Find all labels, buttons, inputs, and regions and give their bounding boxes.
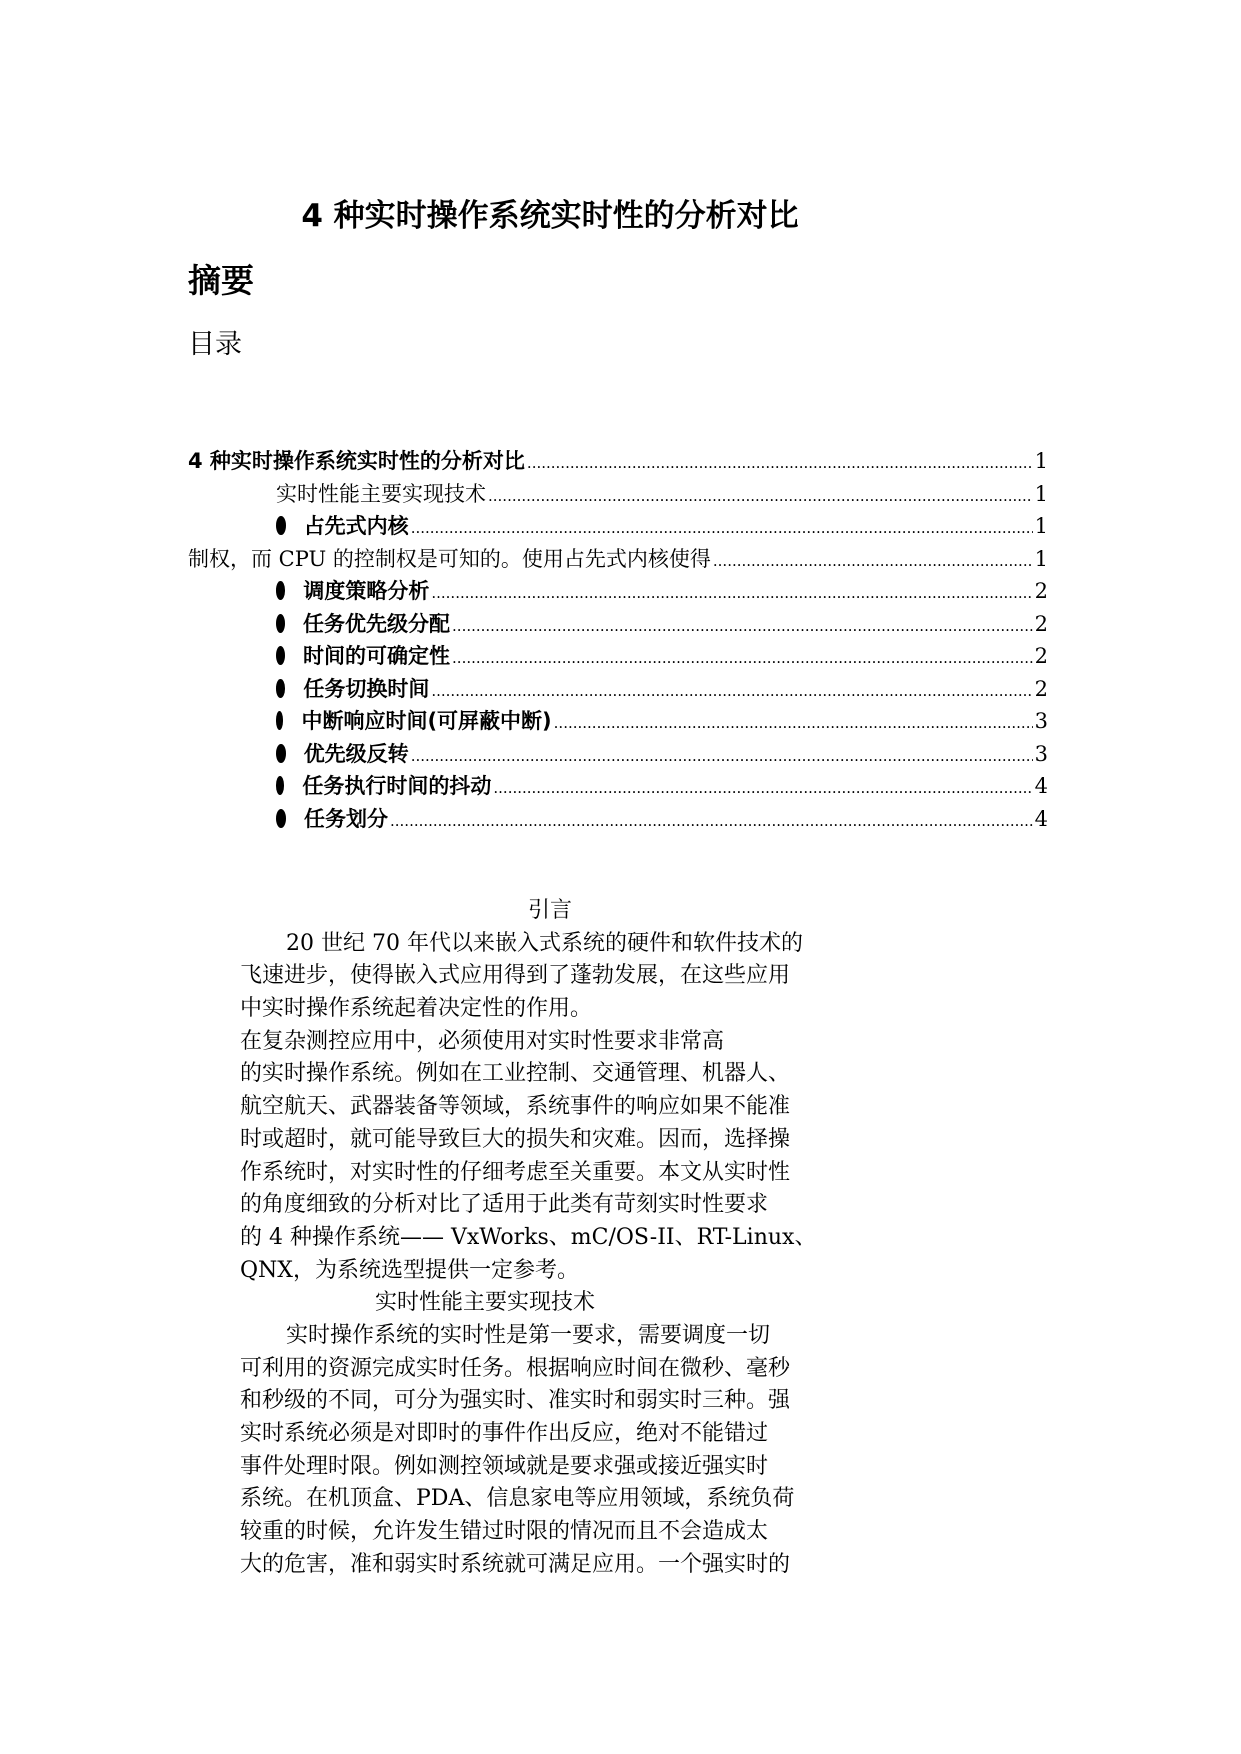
toc-entry[interactable] [188,543,1048,576]
toc-page-number: 2 [1034,579,1048,603]
paragraph-line: 的角度细致的分析对比了适用于此类有苛刻实时性要求 [240,1192,769,1218]
paragraph-line: 可利用的资源完成实时任务。根据响应时间在微秒、毫秒 [240,1355,791,1381]
toc-entry-label: 4 种实时操作系统实时性的分析对比 [188,449,525,473]
paragraph-line: 时或超时，就可能导致巨大的损失和灾难。因而，选择操 [240,1126,791,1152]
table-of-contents [188,445,1048,835]
toc-leader-dots [493,770,1032,804]
toc-page-number: 2 [1034,644,1048,668]
toc-page-number: 2 [1034,676,1048,701]
toc-page-number: 3 [1034,741,1048,766]
toc-entry-label: 调度策略分析 [303,579,430,603]
toc-entry[interactable] [188,738,1048,771]
paragraph-line: 较重的时候，允许发生错过时限的情况而且不会造成太 [240,1519,769,1545]
toc-entry-label: 时间的可确定性 [303,644,451,668]
paragraph-line: 20 世纪 70 年代以来嵌入式系统的硬件和软件技术的 [286,930,803,956]
toc-entry[interactable] [188,803,1048,836]
toc-entry[interactable] [188,640,1048,673]
paragraph-line: 的 4 种操作系统—— VxWorks、mC/OS-II、RT-Linux、 [240,1224,817,1250]
toc-page-number: 1 [1034,514,1048,538]
toc-entry[interactable] [188,445,1048,478]
paragraph-line: 大的危害，准和弱实时系统就可满足应用。一个强实时的 [240,1551,791,1577]
intro-heading: 引言 [527,898,572,923]
toc-leader-dots [390,803,1033,837]
toc-entry[interactable] [188,575,1048,608]
toc-entry-label: 中断响应时间(可屏蔽中断) [301,709,552,733]
toc-leader-dots [527,445,1033,479]
toc-entry[interactable] [188,770,1048,803]
toc-leader-dots [713,543,1033,577]
toc-entry-label: 任务优先级分配 [303,611,451,636]
toc-entry-label: 任务执行时间的抖动 [302,774,492,798]
toc-page-number: 4 [1034,806,1048,831]
bullet-icon [276,581,285,600]
toc-page-number: 1 [1034,481,1048,506]
toc-entry[interactable] [188,705,1048,738]
toc-page-number: 4 [1034,774,1048,798]
toc-page-number: 1 [1034,546,1048,571]
paragraph-line: QNX，为系统选型提供一定参考。 [240,1257,579,1283]
paragraph-line: 作系统时，对实时性的仔细考虑至关重要。本文从实时性 [240,1159,791,1185]
toc-entry[interactable] [188,478,1048,511]
section-heading: 实时性能主要实现技术 [375,1290,596,1316]
toc-leader-dots [411,510,1033,544]
bullet-icon [276,809,286,828]
toc-leader-dots [488,478,1033,512]
paragraph-line: 实时系统必须是对即时的事件作出反应，绝对不能错过 [240,1421,769,1446]
toc-leader-dots [452,608,1033,642]
toc-entry-label: 任务划分 [304,806,388,831]
toc-heading: 目录 [188,329,242,360]
abstract-heading: 摘要 [188,261,254,300]
toc-leader-dots [554,705,1033,739]
toc-page-number: 1 [1034,449,1048,473]
paragraph-line: 中实时操作系统起着决定性的作用。 [240,996,593,1022]
toc-leader-dots [431,575,1032,609]
toc-entry-label: 任务切换时间 [303,676,430,701]
toc-entry[interactable] [188,510,1048,543]
paragraph-line: 航空航天、武器装备等领域，系统事件的响应如果不能准 [240,1094,791,1120]
toc-leader-dots [431,673,1032,707]
bullet-icon [276,744,286,763]
toc-entry-label: 实时性能主要实现技术 [276,481,486,506]
paragraph-line: 飞速进步，使得嵌入式应用得到了蓬勃发展，在这些应用 [240,963,791,989]
body-text [240,895,860,1581]
paragraph-line: 和秒级的不同，可分为强实时、准实时和弱实时三种。强 [240,1388,791,1414]
bullet-icon [276,711,283,730]
bullet-icon [276,516,286,535]
bullet-icon [276,614,285,633]
toc-page-number: 3 [1034,709,1048,733]
paragraph-line: 在复杂测控应用中，必须使用对实时性要求非常高 [240,1028,725,1054]
toc-entry-label: 制权，而 CPU 的控制权是可知的。使用占先式内核使得 [188,546,711,571]
paragraph-line: 的实时操作系统。例如在工业控制、交通管理、机器人、 [240,1061,791,1087]
paragraph-line: 事件处理时限。例如测控领域就是要求强或接近强实时 [240,1453,769,1479]
bullet-icon [276,776,284,795]
document-title: 4 种实时操作系统实时性的分析对比 [301,198,799,234]
paragraph-line: 系统。在机顶盒、PDA、信息家电等应用领域，系统负荷 [240,1486,795,1512]
toc-entry-label: 优先级反转 [303,741,409,766]
toc-entry[interactable] [188,608,1048,641]
bullet-icon [276,679,285,698]
toc-page-number: 2 [1034,611,1048,636]
toc-entry[interactable] [188,673,1048,706]
paragraph-line: 实时操作系统的实时性是第一要求，需要调度一切 [286,1322,771,1348]
bullet-icon [276,646,285,665]
toc-leader-dots [411,738,1033,772]
toc-leader-dots [452,640,1033,674]
toc-entry-label: 占先式内核 [303,514,409,538]
